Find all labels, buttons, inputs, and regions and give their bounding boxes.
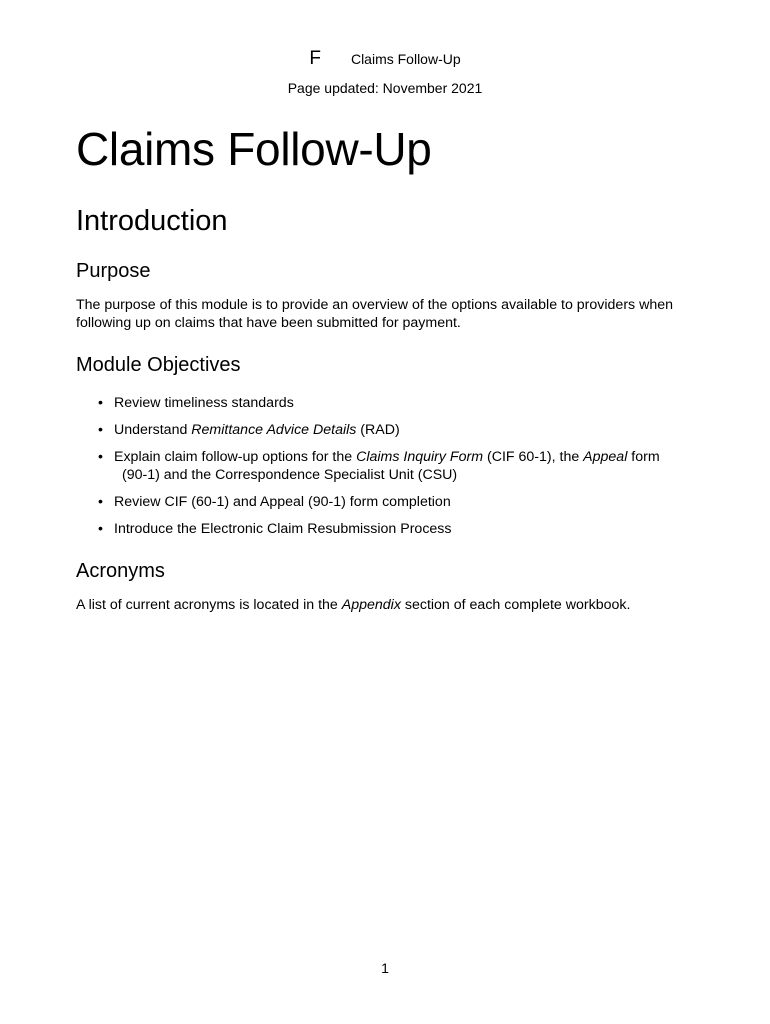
objective-text-mid: (CIF 60-1), the bbox=[483, 449, 584, 465]
acronyms-heading: Acronyms bbox=[76, 560, 165, 582]
bullet-icon: • bbox=[98, 521, 103, 537]
acronyms-text-post: section of each complete workbook. bbox=[400, 597, 631, 613]
bullet-icon: • bbox=[98, 422, 103, 438]
purpose-paragraph: The purpose of this module is to provide an overview of the options available to providers when following up on claims that have been submitted for payment. bbox=[76, 297, 674, 331]
list-item bbox=[76, 493, 701, 511]
list-item bbox=[76, 394, 701, 412]
page-number: 1 bbox=[381, 960, 389, 976]
document-title: Claims Follow-Up bbox=[76, 123, 432, 175]
bullet-icon: • bbox=[98, 494, 103, 510]
objective-emphasis: Remittance Advice Details bbox=[191, 422, 357, 438]
objective-emphasis-form: Claims Inquiry Form bbox=[356, 449, 484, 465]
objectives-list bbox=[76, 394, 701, 538]
objective-text-pre: Explain claim follow-up options for the bbox=[114, 449, 357, 465]
objective-text-pre: Understand bbox=[114, 422, 192, 438]
page-updated-date: Page updated: November 2021 bbox=[287, 80, 483, 96]
objective-text: Introduce the Electronic Claim Resubmission Process bbox=[114, 521, 452, 537]
module-objectives-heading: Module Objectives bbox=[76, 354, 241, 376]
objective-text-post: (RAD) bbox=[356, 422, 400, 438]
running-title: Claims Follow-Up bbox=[350, 51, 461, 67]
bullet-icon: • bbox=[98, 449, 103, 465]
objective-text-post: form bbox=[627, 449, 660, 465]
list-item bbox=[76, 520, 701, 538]
section-letter: F bbox=[309, 48, 321, 69]
introduction-heading: Introduction bbox=[76, 205, 228, 237]
page-content bbox=[76, 118, 701, 614]
objective-continuation: (90-1) and the Correspondence Specialist Unit (CSU) bbox=[122, 467, 458, 483]
objective-text: Review CIF (60-1) and Appeal (90-1) form completion bbox=[114, 494, 451, 510]
objective-emphasis-appeal: Appeal bbox=[583, 449, 628, 465]
purpose-heading: Purpose bbox=[76, 260, 151, 282]
list-item bbox=[76, 448, 701, 484]
list-item bbox=[76, 421, 701, 439]
running-header bbox=[0, 48, 770, 70]
bullet-icon: • bbox=[98, 395, 103, 411]
objective-text: Review timeliness standards bbox=[114, 395, 294, 411]
appendix-emphasis: Appendix bbox=[341, 597, 401, 613]
acronyms-paragraph bbox=[76, 596, 701, 614]
acronyms-text-pre: A list of current acronyms is located in the bbox=[76, 597, 342, 613]
